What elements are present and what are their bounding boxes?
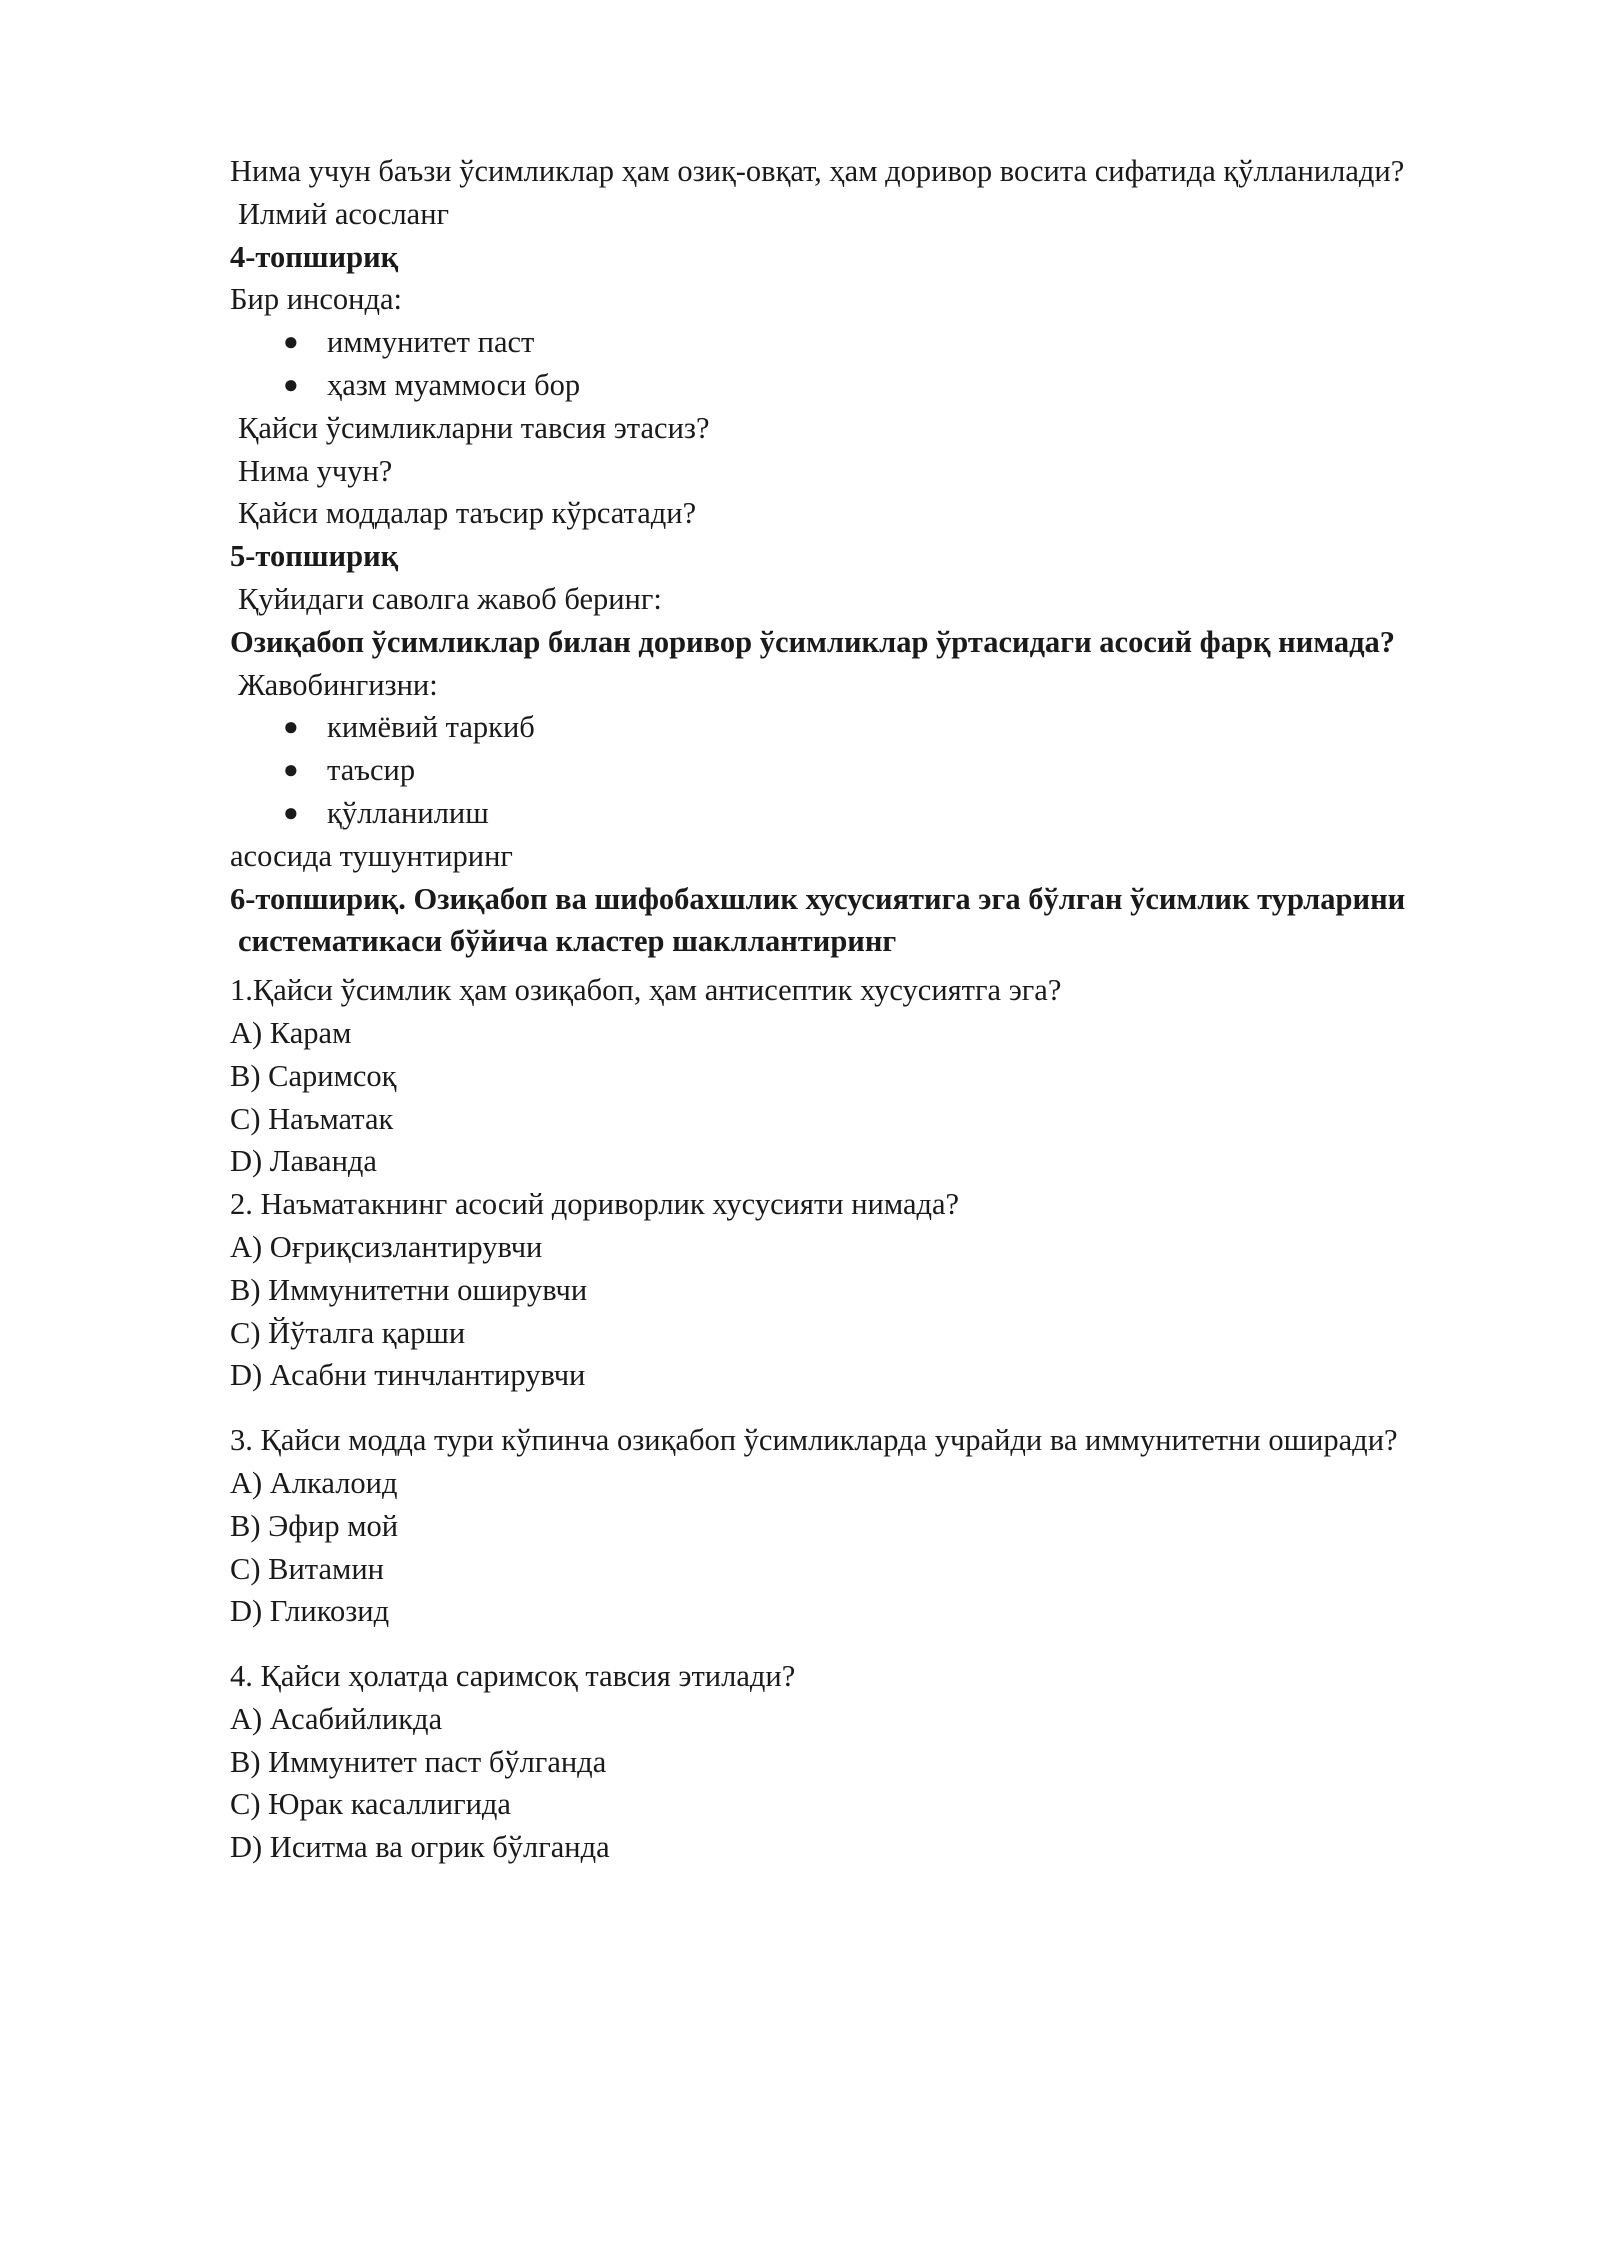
- question-text: 1.Қайси ўсимлик ҳам озиқабоп, ҳам антисептик хусусиятга эга?: [230, 973, 1062, 1008]
- answer-option: A) Алкалоид: [230, 1465, 398, 1500]
- task6-title: [230, 878, 1530, 964]
- document-page: [230, 150, 1530, 1869]
- question-text: 2. Наъматакнинг асосий дориворлик хусусияти нимада?: [230, 1187, 960, 1222]
- task5-answer-lead: Жавобингизни:: [238, 667, 438, 702]
- bullet-icon: ●: [283, 369, 299, 399]
- bullet-icon: ●: [283, 712, 299, 742]
- bullet-text: таъсир: [327, 753, 416, 788]
- answer-option: B) Иммунитетни оширувчи: [230, 1272, 588, 1307]
- list-item: [230, 749, 1530, 792]
- answer-option: B) Эфир мой: [230, 1508, 399, 1543]
- list-item: [230, 364, 1530, 407]
- answer-option: D) Асабни тинчлантирувчи: [230, 1358, 586, 1393]
- quiz-question-2: [230, 1183, 1530, 1397]
- task5-bullet-list: [230, 706, 1530, 834]
- question-text: 3. Қайси модда тури кўпинча озиқабоп ўсимликларда учрайди ва иммунитетни оширади?: [230, 1423, 1398, 1458]
- answer-option: D) Иситма ва огрик бўлганда: [230, 1830, 610, 1865]
- bullet-icon: ●: [283, 755, 299, 785]
- question-text: 4. Қайси ҳолатда саримсоқ тавсия этилади?: [230, 1659, 796, 1694]
- task4-lead: Бир инсонда:: [230, 282, 402, 317]
- task4-question: Қайси ўсимликларни тавсия этасиз?: [238, 410, 710, 445]
- answer-option: C) Йўталга қарши: [230, 1315, 466, 1350]
- answer-option: A) Оғриқсизлантирувчи: [230, 1229, 543, 1264]
- task5-title: 5-топшириқ: [230, 539, 399, 574]
- list-item: [230, 321, 1530, 364]
- list-item: [230, 706, 1530, 749]
- bullet-text: қўлланилиш: [327, 795, 489, 830]
- task4-title: 4-топшириқ: [230, 239, 399, 274]
- answer-option: C) Юрак касаллигида: [230, 1787, 511, 1822]
- answer-option: A) Асабийликда: [230, 1701, 443, 1736]
- bullet-icon: ●: [283, 327, 299, 357]
- task4-question: Қайси моддалар таъсир кўрсатади?: [238, 496, 697, 531]
- task5-question: Озиқабоп ўсимликлар билан доривор ўсимликлар ўртасидаги асосий фарқ нимада?: [230, 624, 1396, 659]
- answer-option: D) Гликозид: [230, 1594, 390, 1629]
- answer-option: D) Лаванда: [230, 1144, 377, 1179]
- task4-bullet-list: [230, 321, 1530, 407]
- quiz-question-3: [230, 1419, 1530, 1633]
- list-item: [230, 792, 1530, 835]
- task6-title-line1: 6-топшириқ. Озиқабоп ва шифобахшлик хусусиятига эга бўлган ўсимлик турларини: [230, 881, 1406, 916]
- task4-question: Нима учун?: [238, 453, 393, 488]
- task5-closing: асосида тушунтиринг: [230, 838, 513, 873]
- answer-option: C) Витамин: [230, 1551, 384, 1586]
- bullet-text: иммунитет паст: [327, 325, 535, 360]
- answer-option: A) Карам: [230, 1015, 352, 1050]
- quiz-question-4: [230, 1655, 1530, 1869]
- quiz-question-1: [230, 969, 1530, 1183]
- task5-lead: Қуйидаги саволга жавоб беринг:: [238, 581, 662, 616]
- bullet-text: ҳазм муаммоси бор: [327, 367, 581, 402]
- bullet-icon: ●: [283, 797, 299, 827]
- intro-question: Нима учун баъзи ўсимликлар ҳам озиқ-овқат, ҳам доривор восита сифатида қўлланилади?: [230, 154, 1405, 188]
- answer-option: C) Наъматак: [230, 1101, 394, 1136]
- answer-option: B) Саримсоқ: [230, 1058, 397, 1093]
- answer-option: B) Иммунитет паст бўлганда: [230, 1744, 607, 1779]
- task6-title-line2: систематикаси бўйича кластер шакллантиринг: [238, 924, 897, 959]
- bullet-text: кимёвий таркиб: [327, 710, 535, 745]
- intro-instruction: Илмий асосланг: [238, 196, 450, 231]
